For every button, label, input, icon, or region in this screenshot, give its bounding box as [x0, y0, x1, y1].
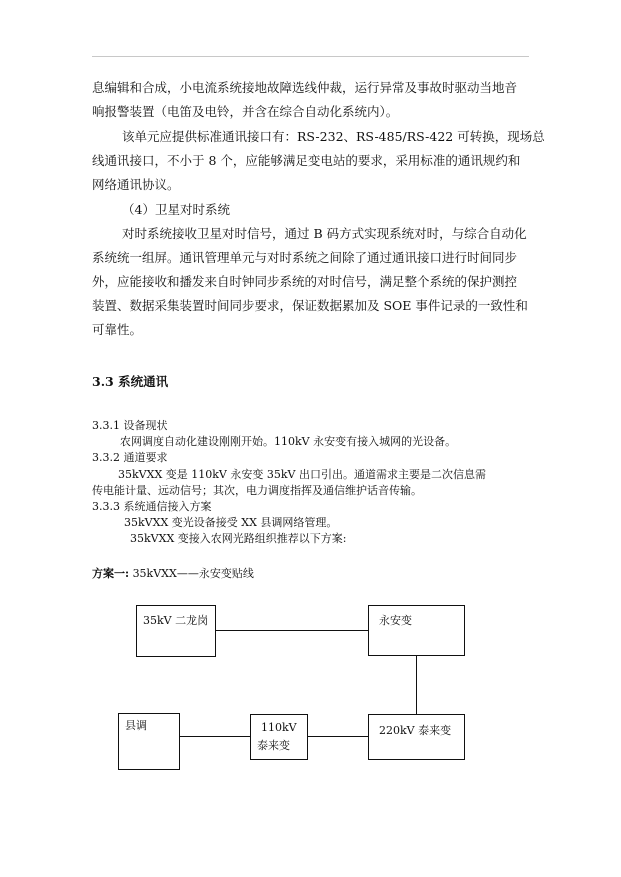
s331-title: 3.3.1 设备现状: [92, 419, 168, 432]
s333-title: 3.3.3 系统通信接入方案: [92, 500, 212, 513]
para3-line1: 对时系统接收卫星对时信号，通过 B 码方式实现系统对时，与综合自动化: [122, 226, 527, 241]
link-110kv-220kv: [306, 736, 368, 737]
section-heading-3-3: 3.3 系统通讯: [92, 374, 169, 389]
section4-title: （4）卫星对时系统: [122, 202, 230, 217]
para2-line3: 网络通讯协议。: [92, 177, 180, 192]
para3-line5: 可靠性。: [92, 322, 143, 337]
s332-text-line1: 35kVXX 变是 110kV 永安变 35kV 出口引出。通道需求主要是二次信息需: [118, 468, 486, 481]
scheme-label: 方案一:: [92, 567, 130, 580]
link-yongan-220kv: [416, 654, 417, 714]
s331-text: 农网调度自动化建设刚刚开始。110kV 永安变有接入城网的光设备。: [120, 435, 457, 448]
para3-line2: 系统统一组屏。通讯管理单元与对时系统之间除了通过通讯接口进行时间同步: [92, 250, 518, 265]
node-110kv-label-line2: 泰来变: [257, 739, 290, 752]
para2-line2: 线通讯接口，不小于 8 个，应能够满足变电站的要求，采用标准的通讯规约和: [92, 153, 521, 168]
node-yongan: [368, 605, 465, 656]
scheme-desc: 35kVXX——永安变贴线: [132, 567, 254, 580]
s332-text-line2: 传电能计量、远动信号；其次，电力调度指挥及通信维护话音传输。: [92, 484, 422, 497]
node-erlonggang: [136, 605, 216, 657]
para1-line2: 响报警装置（电笛及电铃，并含在综合自动化系统内）。: [92, 104, 399, 119]
para2-line1: 该单元应提供标准通讯接口有：RS-232、RS-485/RS-422 可转换，现场总: [122, 129, 545, 144]
node-110kv: [250, 714, 308, 760]
s332-title: 3.3.2 通道要求: [92, 451, 168, 464]
node-220kv: [368, 714, 465, 760]
node-110kv-label-line1: 110kV: [261, 721, 297, 734]
para3-line4: 装置、数据采集装置时间同步要求，保证数据累加及 SOE 事件记录的一致性和: [92, 298, 528, 313]
node-yongan-label: 永安变: [379, 614, 412, 627]
para3-line3: 外，应能接收和播发来自时钟同步系统的对时信号，满足整个系统的保护测控: [92, 274, 518, 289]
node-220kv-label: 220kV 泰来变: [379, 724, 452, 737]
para1-line1: 息编辑和合成，小电流系统接地故障选线仲裁，运行异常及事故时驱动当地音: [92, 80, 518, 95]
node-xiandiao-label: 县调: [125, 719, 147, 732]
link-xiandiao-110kv: [178, 736, 250, 737]
node-xiandiao: [118, 713, 180, 770]
scheme-title: [92, 566, 254, 582]
s333-text-line1: 35kVXX 变光设备接受 XX 县调网络管理。: [124, 516, 338, 529]
link-erlonggang-yongan: [214, 630, 368, 631]
s333-text-line2: 35kVXX 变接入农网光路组织推荐以下方案:: [130, 532, 347, 545]
node-erlonggang-label: 35kV 二龙岗: [143, 614, 209, 627]
header-rule: [92, 56, 529, 57]
